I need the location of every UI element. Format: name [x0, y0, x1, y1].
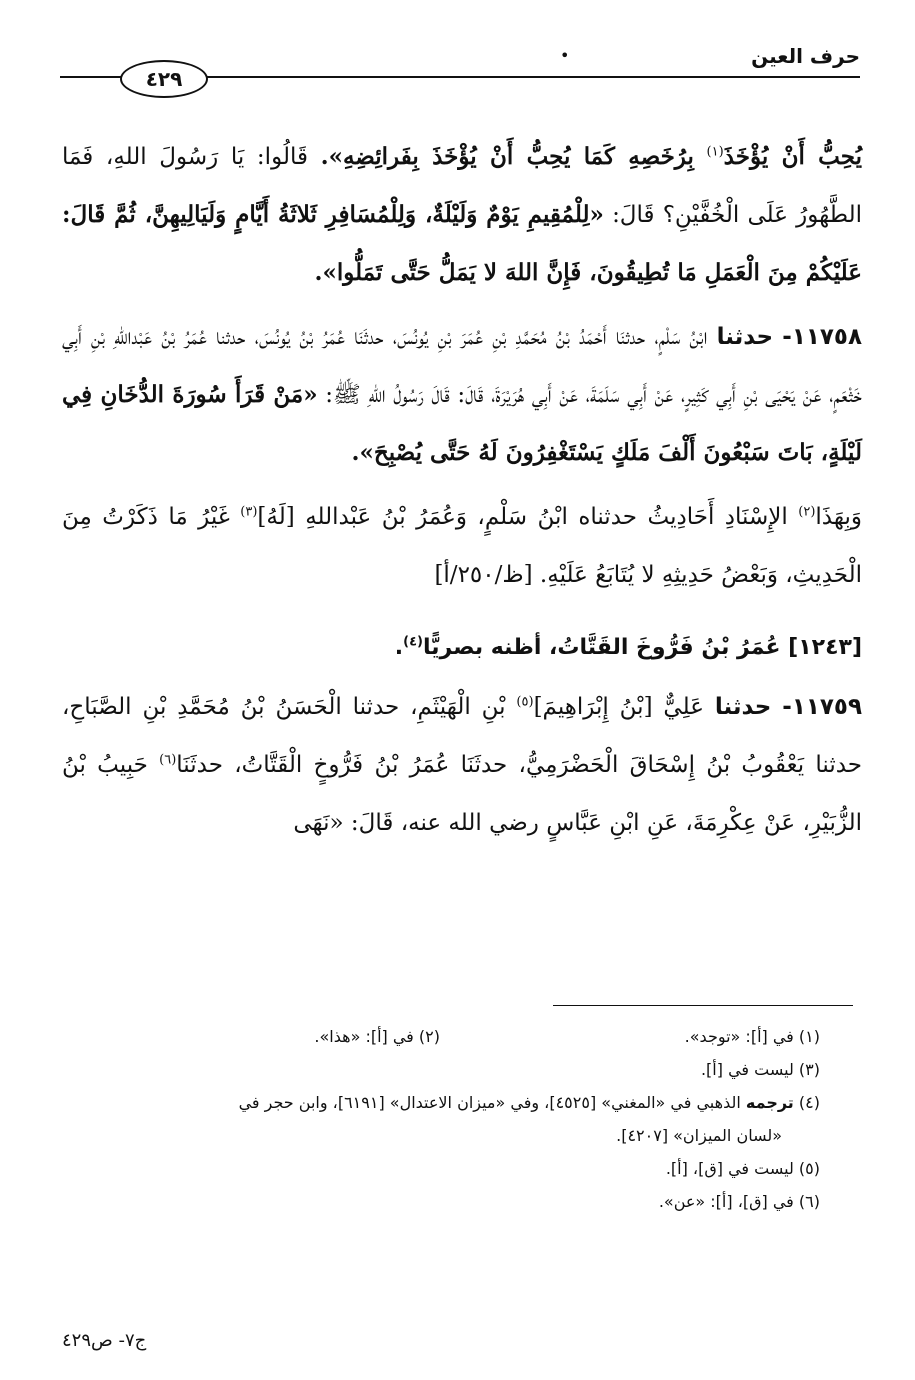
haddathana-label: حدثنا	[716, 324, 774, 350]
hadith-text: «مَنْ قَرَأَ سُورَةَ الدُّخَانِ فِي لَيْلَةٍ، بَاتَ سَبْعُونَ أَلْفَ مَلَكٍ يَسْتَغْفِرُونَ لَهُ حَتَّى يُصْبِحَ».	[62, 381, 862, 466]
hadith-11759	[62, 678, 862, 852]
narration-text: الإِسْنَادِ أَحَادِيثُ حدثناه ابْنُ سَلْمٍ، وَعُمَرُ بْنُ عَبْداللهِ [لَهُ]	[257, 504, 788, 530]
hadith-number: ١١٧٥٩-	[782, 694, 863, 720]
isnad-text: عَلِيٌّ [بْنُ إِبْرَاهِيمَ]	[533, 694, 704, 720]
title-text: [١٢٤٣] عُمَرُ بْنُ فَرُّوخَ القَتَّاتُ، أظنه بصريًّا	[422, 635, 862, 660]
footnote-row	[90, 1020, 820, 1053]
footnote-ref-6: (٦)	[159, 752, 177, 768]
narration-text: وَبِهَذَا	[815, 504, 862, 530]
title-end: .	[394, 635, 404, 660]
hadith-text: يُحِبُّ أَنْ يُؤْخَذَ	[723, 143, 862, 170]
page-number: ٤٢٩	[120, 60, 208, 98]
footnote-ref-5: (٥)	[516, 694, 534, 710]
hadith-11758	[62, 308, 862, 482]
narration-text: قَالُوا: يَا رَسُولَ اللهِ، فَمَا الطَّهُورُ عَلَى الْخُفَّيْنِ؟ قَالَ:	[62, 144, 863, 228]
hadith-text: بِرُخَصِهِ كَمَا يُحِبُّ أَنْ يُؤْخَذَ بِفَرائِضِهِ».	[320, 143, 694, 170]
chapter-title: حرف العين	[751, 44, 860, 68]
hadith-number: ١١٧٥٨-	[782, 324, 863, 350]
main-text	[62, 128, 862, 852]
footnote-ref-4: (٤)	[403, 634, 423, 650]
haddathana-label: حدثنا	[714, 694, 772, 720]
biography-title	[62, 618, 862, 678]
footnote-4-label: ترجمه	[745, 1093, 794, 1112]
footnote-3: (٣) ليست في [أ].	[700, 1060, 820, 1079]
footnote-ref-2: (٢)	[798, 504, 816, 520]
isnad-text: حَبِيبُ بْنُ الزُّبَيْرِ، عَنْ عِكْرِمَةَ، عَنِ ابْنِ عَبَّاسٍ رضي الله عنه، قَالَ: «نَهَى	[62, 752, 862, 836]
hadith-text: «لِلْمُقِيمِ يَوْمٌ وَلَيْلَةٌ، وَلِلْمُسَافِرِ ثَلاثَةُ أَيَّامٍ وَلَيَالِيهِنَّ، ثُمَّ قَالَ: عَلَيْكُمْ مِنَ الْعَمَلِ مَا تُطِيقُونَ، فَإِنَّ اللهَ لا يَمَلُّ حَتَّى تَمَلُّوا».	[62, 201, 862, 286]
footnote-5: (٥) ليست في [ق]، [أ].	[665, 1159, 820, 1178]
isnad-text: بْنِ الْهَيْثَمِ، حدثنا الْحَسَنُ بْنُ مُحَمَّدِ بْنِ الصَّبَاحِ، حدثنا يَعْقُوبُ بْنُ إِسْحَاقَ الْحَضْرَمِيُّ، حدثَنَا عُمَرُ بْنُ فَرُّوخٍ الْقَتَّاتُ، حدثَنَا	[62, 694, 863, 778]
footnote-4	[90, 1086, 820, 1119]
footnote-4-continued: «لسان الميزان» [٤٢٠٧].	[616, 1126, 782, 1145]
footnote-2: (٢) في [أ]: «هذا».	[314, 1027, 440, 1046]
volume-page-reference: ج٧- ص٤٢٩	[62, 1330, 147, 1351]
isnad-text: ابْنُ سَلْمٍ، حدثنَا أَحْمَدُ بْنُ مُحَمَّدِ بْنِ عُمَرَ بْنِ يُونُسَ، حدثَنَا عُمَرُ بْنُ يُونُسَ، حدثنا عُمَرُ بْنُ عَبْداللهِ بْنِ أَبِي خَثْعَمٍ، عَنْ يَحْيَى بْنِ أَبِي كَثِيرٍ، عَنْ أَبِي سَلَمَةَ، عَنْ أَبِي هُرَيْرَةَ، قَالَ: قَالَ رَسُولُ اللهِ ﷺ:	[62, 324, 863, 408]
footnote-ref-3: (٣)	[240, 504, 258, 520]
page-header	[60, 40, 860, 90]
paragraph-3	[62, 488, 862, 604]
footnote-6: (٦) في [ق]، [أ]: «عن».	[658, 1192, 820, 1211]
narration-text: غَيْرُ مَا ذَكَرْتُ مِنَ الْحَدِيثِ، وَبَعْضُ حَدِيثِهِ لا يُتَابَعُ عَلَيْهِ. [ظ/٢٥٠/أ]	[62, 504, 862, 588]
footnote-4-text: الذهبي في «المغني» [٤٥٢٥]، وفي «ميزان الاعتدال» [٦١٩١]، وابن حجر في	[238, 1093, 741, 1112]
footnotes	[90, 1020, 820, 1218]
footnote-1: (١) في [أ]: «توجد».	[684, 1027, 820, 1046]
footnote-4-number: (٤)	[798, 1093, 820, 1112]
paragraph-1	[62, 128, 862, 302]
footnote-ref-1: (١)	[706, 144, 724, 160]
header-dot: •	[560, 46, 570, 65]
footnote-rule	[553, 1005, 853, 1006]
